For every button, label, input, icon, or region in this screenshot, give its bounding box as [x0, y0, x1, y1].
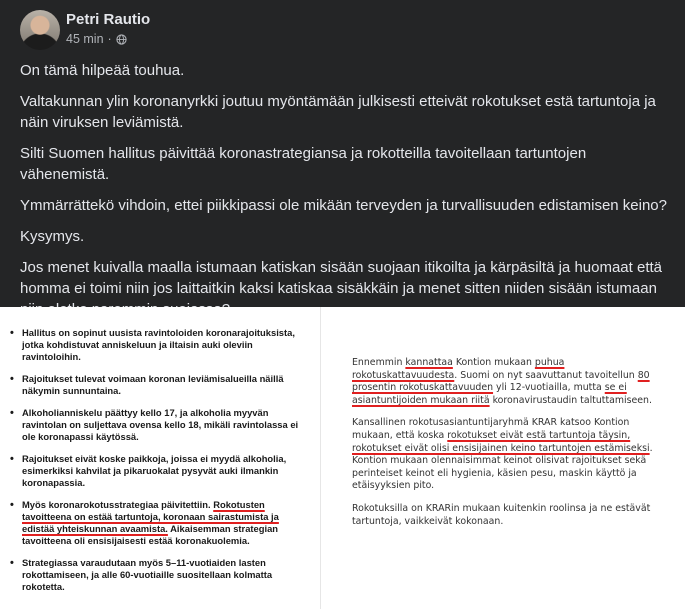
post-body: [20, 60, 670, 330]
post-image[interactable]: [0, 307, 685, 609]
avatar[interactable]: [20, 10, 60, 50]
underlined-text: se ei asiantuntijoiden mukaan riitä: [352, 382, 627, 406]
image-left-panel: [0, 307, 320, 609]
underlined-text: puhua rokotuskattavuudesta: [352, 357, 565, 381]
list-item: • Strategiassa varaudutaan myös 5–11-vuotiaiden lasten rokottamiseen, ja alle 60-vuotiaille suositellaan kolmatta rokotetta.: [8, 557, 308, 593]
list-item: • Alkoholianniskelu päättyy kello 17, ja alkoholia myyvän ravintolan on suljettava ovensa kello 18, mikäli ravintolassa ei ole koronapassi käytössä.: [8, 407, 308, 443]
post-paragraph: Valtakunnan ylin koronanyrkki joutuu myöntämään julkisesti etteivät rokotukset estä tartuntoja ja näin viruksen leviämistä.: [20, 93, 656, 131]
globe-icon: [116, 34, 127, 45]
underlined-text: Rokotusten tavoitteena on estää tartuntoja, koronaan sairastumista ja edistää yhteiskunnan avaamista.: [22, 499, 279, 534]
post-paragraph: Jos menet kuivalla maalla istumaan katiskan sisään suojaan itikoilta ja kärpäsiltä ja huomaat että homma ei toimi niin jos laittaitkin kaksi katiskaa sisäkkäin ja menet sitten niiden sisään istumaan: [20, 259, 663, 297]
list-item: • Rajoitukset eivät koske paikkoja, joissa ei myydä alkoholia, esimerkiksi kahvilat ja pikaruokalat pysyvät auki ilmankin koronapassia.: [8, 453, 308, 489]
post-header: [20, 10, 660, 50]
image-divider: [320, 307, 321, 609]
post-paragraph: Kysymys.: [20, 228, 85, 245]
post-paragraph: Ymmärrättekö vihdoin, ettei piikkipassi ole mikään terveyden ja turvallisuuden edistamisen keino?: [20, 197, 667, 214]
article-paragraph: Kansallinen rokotusasiantuntijaryhmä KRAR katsoo Kontion mukaan, että koska rokotukset eivät estä tartuntoja täysin, rokotukset eivät olisi ensisijainen keino tartuntojen estämiseksi. Kontion mukaan olennaisimmat keinot olisivat rajoitukset sekä perinteiset keinot eli hygienia, käsien pesu, maskin käyttö ja etäisyyksien pito.: [352, 417, 653, 492]
list-item: • Rajoitukset tulevat voimaan koronan leviämisalueilla näillä näkymin sunnuntaina.: [8, 373, 308, 397]
bullet-list: [8, 327, 308, 603]
author-name[interactable]: Petri Rautio: [66, 11, 151, 28]
article-paragraph: Ennemmin kannattaa Kontion mukaan puhua rokotuskattavuudesta. Suomi on nyt saavuttanut tavoitellun 80 prosentin rokotuskattavuuden yli 12-vuotiailla, mutta se ei asiantuntijoiden mukaan riitä koronavirustaudin taltuttamiseen.: [352, 357, 652, 406]
article-paragraph: Rokotuksilla on KRARin mukaan kuitenkin roolinsa ja ne estävät tartuntoja, vaikkeivät kokonaan.: [352, 502, 651, 527]
list-item: • Myös koronarokotusstrategiaa päivitettiin. Rokotusten tavoitteena on estää tartuntoja, koronaan sairastumista ja edistää yhteiskunnan avaamista. Aikaisemman strategian tavoitteena oli ensisijaisesti estää koronakuolemia.: [8, 499, 308, 547]
underlined-text: rokotukset eivät estä tartuntoja täysin, rokotukset eivät olisi ensisijainen keino tartuntojen estämiseksi: [352, 429, 650, 454]
post-paragraph: Silti Suomen hallitus päivittää koronastrategiansa ja rokotteilla tavoitellaan tartuntojen vähenemistä.: [20, 145, 587, 183]
post-meta: 45 min ·: [66, 32, 127, 46]
post-paragraph: On tämä hilpeää touhua.: [20, 62, 185, 79]
post-time[interactable]: 45 min: [66, 32, 104, 46]
image-right-panel: [352, 357, 672, 538]
list-item: • Hallitus on sopinut uusista ravintoloiden koronarajoituksista, jotka kohdistuvat anniskeluun ja iltaisin auki oleviin ravintoloihin.: [8, 327, 308, 363]
underlined-text: kannattaa: [405, 357, 453, 368]
underlined-text: 80 prosentin rokotuskattavuuden: [352, 369, 650, 394]
